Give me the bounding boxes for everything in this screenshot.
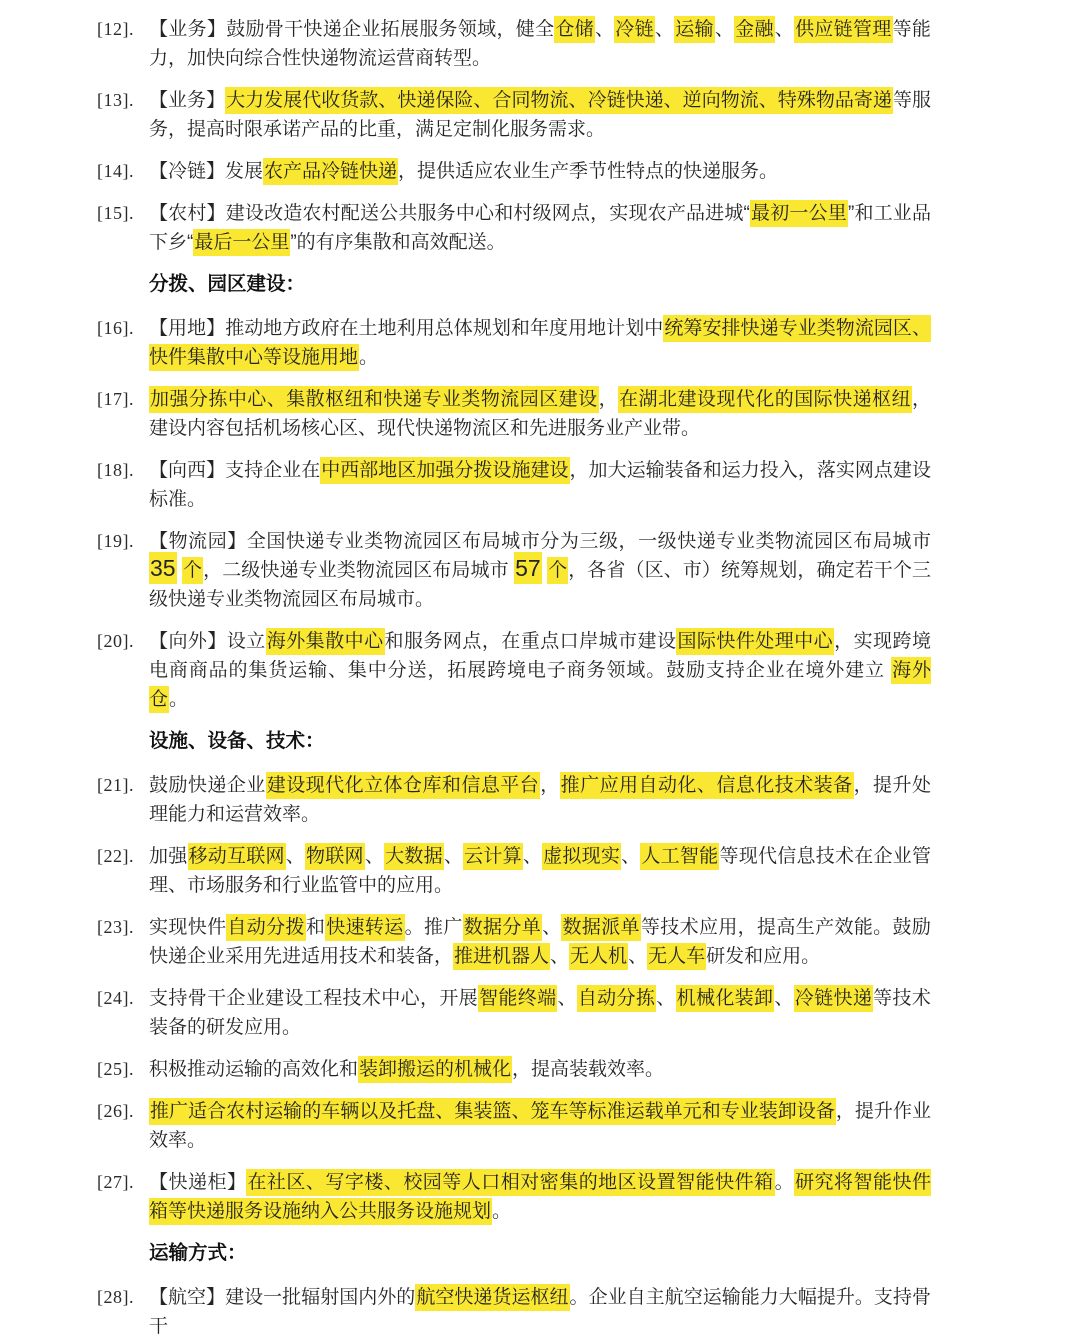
list-item bbox=[97, 1283, 931, 1341]
plain-text: ，提高装载效率。 bbox=[512, 1059, 665, 1080]
plain-text: 、 bbox=[542, 917, 562, 938]
list-item bbox=[97, 385, 931, 443]
highlighted-text: 加强分拣中心、集散枢纽和快递专业类物流园区建设 bbox=[149, 386, 599, 413]
highlighted-text: 海外仓 bbox=[149, 657, 931, 713]
highlighted-text: 智能终端 bbox=[478, 985, 557, 1012]
plain-text: 、 bbox=[654, 19, 675, 40]
plain-text: 研发和应用。 bbox=[706, 946, 821, 967]
list-item bbox=[97, 913, 931, 971]
plain-text: 【快递柜】 bbox=[149, 1172, 247, 1193]
plain-text: 和 bbox=[305, 917, 326, 938]
plain-text: ，建设内容包括机场核心区、现代快递物流区和先进服务业产业带。 bbox=[149, 389, 931, 439]
plain-text: 、 bbox=[443, 846, 464, 867]
item-text bbox=[149, 456, 931, 514]
plain-text: 、 bbox=[656, 988, 676, 1009]
highlighted-text: 推广适合农村运输的车辆以及托盘、集装篮、笼车等标准运载单元和专业装卸设备 bbox=[149, 1098, 836, 1125]
list-item bbox=[97, 1168, 931, 1226]
item-text bbox=[149, 1055, 931, 1084]
highlighted-text: 大力发展代收货款、快递保险、合同物流、冷链快递、逆向物流、特殊物品寄递 bbox=[225, 87, 893, 114]
list-item bbox=[97, 984, 931, 1042]
section-heading bbox=[149, 727, 931, 756]
plain-text: 【用地】推动地方政府在土地利用总体规划和年度用地计划中 bbox=[149, 318, 664, 339]
plain-text: 【业务】鼓励骨干快递企业拓展服务领域，健全 bbox=[149, 19, 555, 40]
highlighted-text: 57 bbox=[514, 552, 542, 584]
highlighted-text: 装卸搬运的机械化 bbox=[358, 1056, 512, 1083]
plain-text: ”的有序集散和高效配送。 bbox=[290, 232, 506, 253]
plain-text: ，各省（区、市）统筹规划，确定若干个三级快递专业类物流园区布局城市。 bbox=[149, 560, 931, 610]
plain-text: 【物流园】全国快递专业类物流园区布局城市分为三级，一级快递专业类物流园区布局城市 bbox=[149, 531, 931, 552]
item-text bbox=[149, 1168, 931, 1226]
highlighted-text: 无人车 bbox=[647, 943, 706, 970]
item-text bbox=[149, 842, 931, 900]
list-item bbox=[97, 314, 931, 372]
plain-text: ，提供适应农业生产季节性特点的快递服务。 bbox=[398, 161, 779, 182]
item-number: [17]. bbox=[97, 389, 134, 409]
highlighted-text: 冷链 bbox=[614, 16, 655, 43]
highlighted-text: 最后一公里 bbox=[193, 229, 290, 256]
highlighted-text: 机械化装卸 bbox=[676, 985, 775, 1012]
highlighted-text: 数据分单 bbox=[463, 914, 542, 941]
plain-text: 、 bbox=[285, 846, 306, 867]
highlighted-text: 个 bbox=[547, 557, 568, 584]
highlighted-text: 农产品冷链快递 bbox=[263, 158, 398, 185]
highlighted-text: 在湖北建设现代化的国际快递枢纽 bbox=[618, 386, 912, 413]
plain-text: 鼓励快递企业 bbox=[149, 775, 266, 796]
list-item bbox=[97, 842, 931, 900]
plain-text: 。 bbox=[492, 1201, 512, 1222]
item-number: [26]. bbox=[97, 1101, 134, 1121]
highlighted-text: 大数据 bbox=[384, 843, 444, 870]
item-number: [16]. bbox=[97, 318, 134, 338]
highlighted-text: 移动互联网 bbox=[188, 843, 286, 870]
plain-text: 。 bbox=[359, 347, 379, 368]
highlighted-text: 供应链管理 bbox=[794, 16, 893, 43]
highlighted-text: 最初一公里 bbox=[750, 200, 848, 227]
plain-text: 加强 bbox=[149, 846, 188, 867]
highlighted-text: 自动分拣 bbox=[577, 985, 656, 1012]
plain-text: 等现代信息技术在企业管理、市场服务和行业监管中的应用。 bbox=[149, 846, 931, 896]
highlighted-text: 统筹安排快递专业类物流园区、快件集散中心等设施用地 bbox=[149, 315, 931, 371]
highlighted-text: 云计算 bbox=[463, 843, 523, 870]
highlighted-text: 物联网 bbox=[305, 843, 365, 870]
highlighted-text: 自动分拨 bbox=[226, 914, 305, 941]
plain-text: 、 bbox=[594, 19, 615, 40]
item-number: [27]. bbox=[97, 1172, 134, 1192]
highlighted-text: 中西部地区加强分拨设施建设 bbox=[320, 457, 569, 484]
plain-text: 【业务】 bbox=[149, 90, 226, 111]
highlighted-text: 海外集散中心 bbox=[266, 628, 385, 655]
highlighted-text: 无人机 bbox=[569, 943, 628, 970]
plain-text: 、 bbox=[774, 988, 794, 1009]
list-item bbox=[97, 527, 931, 614]
plain-text: 等服务，提高时限承诺产品的比重，满足定制化服务需求。 bbox=[149, 90, 931, 140]
plain-text: 支持骨干企业建设工程技术中心，开展 bbox=[149, 988, 479, 1009]
plain-text: 【向西】支持企业在 bbox=[149, 460, 321, 481]
section-heading-text: 运输方式： bbox=[149, 1242, 247, 1264]
list-item bbox=[97, 1055, 931, 1084]
highlighted-text: 金融 bbox=[734, 16, 775, 43]
plain-text: ， bbox=[540, 775, 560, 796]
item-text bbox=[149, 314, 931, 372]
item-number: [21]. bbox=[97, 775, 134, 795]
item-number: [25]. bbox=[97, 1059, 134, 1079]
highlighted-text: 虚拟现实 bbox=[542, 843, 621, 870]
list-item bbox=[97, 771, 931, 829]
highlighted-text: 35 bbox=[149, 552, 177, 584]
plain-text: 、 bbox=[522, 846, 543, 867]
plain-text: 等技术应用，提高生产效能。鼓励快递企业采用先进适用技术和装备， bbox=[149, 917, 931, 967]
plain-text: 【向外】设立 bbox=[149, 631, 266, 652]
list-item bbox=[97, 157, 931, 186]
plain-text: 。企业自主航空运输能力大幅提升。支持骨干 bbox=[149, 1287, 931, 1337]
highlighted-text: 国际快件处理中心 bbox=[676, 628, 834, 655]
item-number: [20]. bbox=[97, 631, 134, 651]
list-item bbox=[97, 199, 931, 257]
item-text bbox=[149, 15, 931, 73]
item-text bbox=[149, 385, 931, 443]
section-heading bbox=[149, 270, 931, 299]
highlighted-text: 快速转运 bbox=[325, 914, 404, 941]
plain-text: 。 bbox=[169, 689, 189, 710]
plain-text: ，实现跨境电商商品的集货运输、集中分送，拓展跨境电子商务领域。鼓励支持企业在境外建立 bbox=[149, 631, 931, 681]
item-number: [12]. bbox=[97, 19, 134, 39]
list-item bbox=[97, 627, 931, 714]
plain-text: 。推广 bbox=[404, 917, 463, 938]
item-number: [18]. bbox=[97, 460, 134, 480]
highlighted-text: 冷链快递 bbox=[794, 985, 873, 1012]
highlighted-text: 运输 bbox=[674, 16, 715, 43]
list-item bbox=[97, 1097, 931, 1155]
highlighted-text: 人工智能 bbox=[640, 843, 719, 870]
item-text bbox=[149, 1283, 931, 1341]
plain-text: 、 bbox=[628, 946, 648, 967]
plain-text: 、 bbox=[364, 846, 385, 867]
item-number: [14]. bbox=[97, 161, 134, 181]
item-number: [13]. bbox=[97, 90, 134, 110]
list-item bbox=[97, 86, 931, 144]
item-text bbox=[149, 984, 931, 1042]
plain-text: 等能力，加快向综合性快递物流运营商转型。 bbox=[149, 19, 931, 69]
plain-text: 等技术装备的研发应用。 bbox=[149, 988, 931, 1038]
item-number: [24]. bbox=[97, 988, 134, 1008]
highlighted-text: 研究将智能快件箱等快递服务设施纳入公共服务设施规划 bbox=[149, 1169, 931, 1225]
plain-text: 、 bbox=[714, 19, 735, 40]
item-text bbox=[149, 199, 931, 257]
list-item bbox=[97, 456, 931, 514]
plain-text: ，加大运输装备和运力投入，落实网点建设标准。 bbox=[149, 460, 931, 510]
plain-text: 。 bbox=[774, 1172, 795, 1193]
highlighted-text: 个 bbox=[182, 557, 203, 584]
item-number: [23]. bbox=[97, 917, 134, 937]
list-item bbox=[97, 15, 931, 73]
item-number: [15]. bbox=[97, 203, 134, 223]
plain-text: ，提升处理能力和运营效率。 bbox=[149, 775, 931, 825]
plain-text: ， bbox=[598, 389, 619, 410]
section-heading bbox=[149, 1239, 931, 1268]
item-text bbox=[149, 627, 931, 714]
item-text bbox=[149, 771, 931, 829]
plain-text: 【航空】建设一批辐射国内外的 bbox=[149, 1287, 416, 1308]
item-text bbox=[149, 527, 931, 614]
plain-text: 、 bbox=[550, 946, 570, 967]
section-heading-text: 设施、设备、技术： bbox=[149, 730, 325, 752]
item-number: [19]. bbox=[97, 531, 134, 551]
highlighted-text: 在社区、写字楼、校园等人口相对密集的地区设置智能快件箱 bbox=[246, 1169, 774, 1196]
plain-text: 、 bbox=[621, 846, 641, 867]
highlighted-text: 推广应用自动化、信息化技术装备 bbox=[560, 772, 854, 799]
item-text bbox=[149, 157, 931, 186]
section-heading-text: 分拨、园区建设： bbox=[149, 273, 306, 295]
item-text bbox=[149, 86, 931, 144]
plain-text: 和服务网点，在重点口岸城市建设 bbox=[384, 631, 677, 652]
plain-text: 、 bbox=[774, 19, 795, 40]
item-text bbox=[149, 1097, 931, 1155]
highlighted-text: 建设现代化立体仓库和信息平台 bbox=[266, 772, 540, 799]
plain-text: ”和工业品下乡“ bbox=[149, 203, 931, 253]
plain-text: 积极推动运输的高效化和 bbox=[149, 1059, 359, 1080]
plain-text: 【农村】建设改造农村配送公共服务中心和村级网点，实现农产品进城“ bbox=[149, 203, 750, 224]
highlighted-text: 仓储 bbox=[554, 16, 595, 43]
highlighted-text: 推进机器人 bbox=[453, 943, 550, 970]
plain-text: ，二级快递专业类物流园区布局城市 bbox=[203, 560, 515, 581]
plain-text: ，提升作业效率。 bbox=[149, 1101, 931, 1151]
item-number: [22]. bbox=[97, 846, 134, 866]
plain-text: 实现快件 bbox=[149, 917, 227, 938]
plain-text: 【冷链】发展 bbox=[149, 161, 264, 182]
highlighted-text: 数据派单 bbox=[561, 914, 640, 941]
highlighted-text: 航空快递货运枢纽 bbox=[415, 1284, 569, 1311]
item-number: [28]. bbox=[97, 1287, 134, 1307]
plain-text: 、 bbox=[557, 988, 577, 1009]
item-text bbox=[149, 913, 931, 971]
